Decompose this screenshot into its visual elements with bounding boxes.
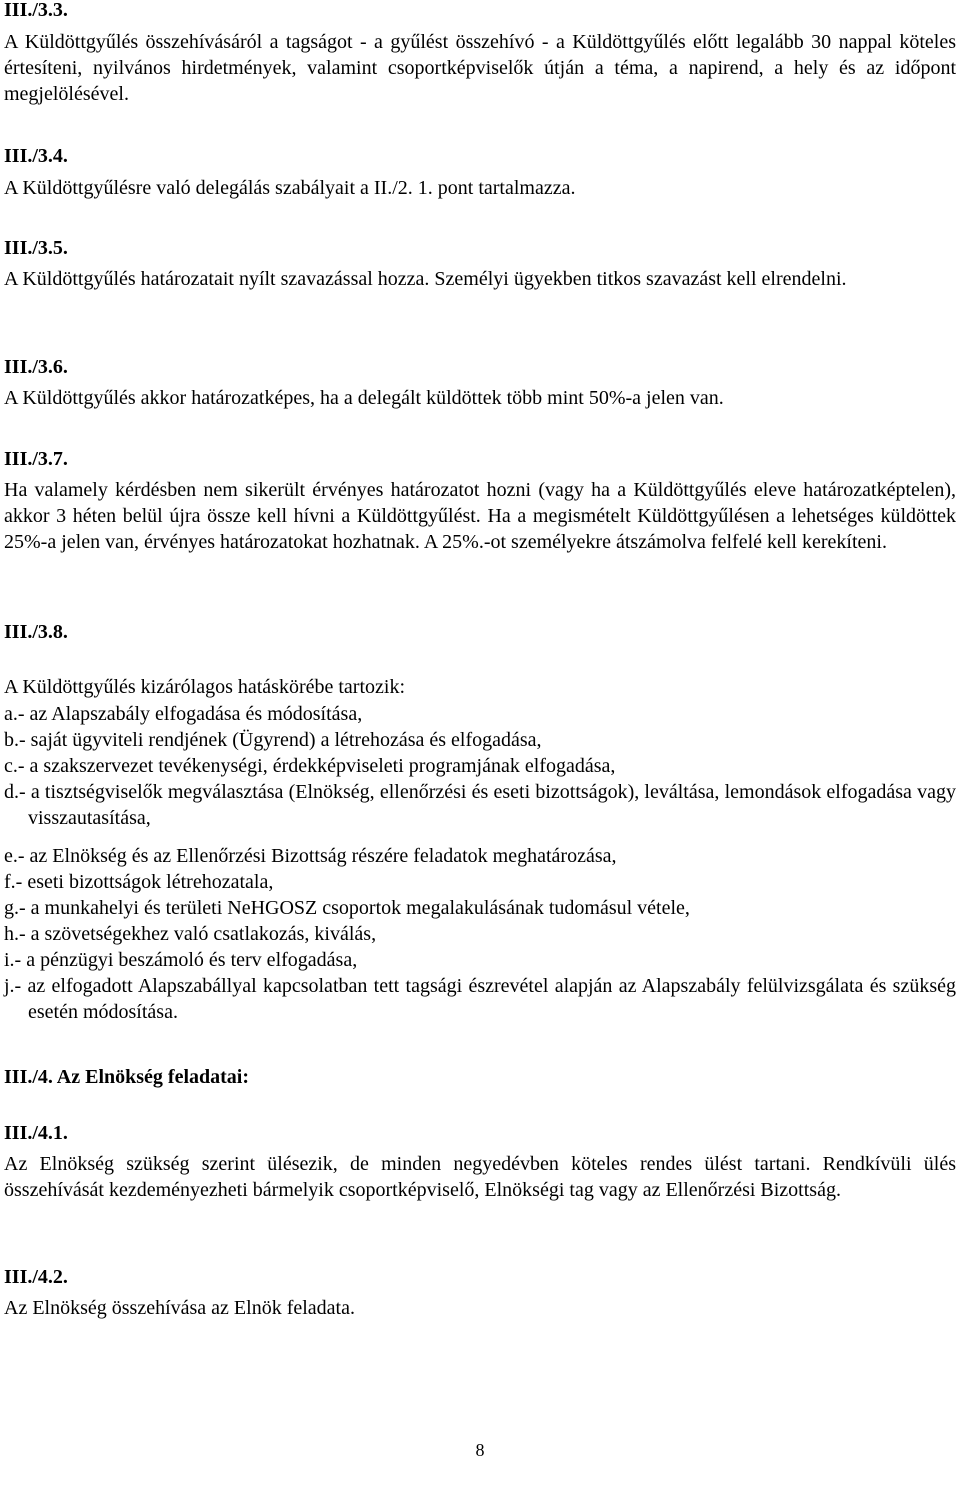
paragraph: A Küldöttgyűlés akkor határozatképes, ha a delegált küldöttek több mint 50%-a jelen van. <box>4 387 724 409</box>
paragraph: Ha valamely kérdésben nem sikerült érvényes határozatot hozni (vagy ha a Küldöttgyűlés eleve határozatképtelen), akkor 3 héten belül újra össze kell hívni a Küldöttgyűlést. Ha a megismételt Küldöttgyűlésen a lehetséges küldöttek 25%-a jelen van, érvényes határozatokat hozhatnak. A 25%.-ot személyekre átszámolva felfelé kell kerekíteni. <box>4 479 956 553</box>
list-item: e.- az Elnökség és az Ellenőrzési Bizottság részére feladatok meghatározása, <box>4 845 617 867</box>
paragraph: A Küldöttgyűlésre való delegálás szabályait a II./2. 1. pont tartalmazza. <box>4 177 576 199</box>
list-item: j.- az elfogadott Alapszabállyal kapcsolatban tett tagsági észrevétel alapján az Alapszabály felülvizsgálata és szükség esetén módosítása. <box>4 975 956 1023</box>
list-item: c.- a szakszervezet tevékenységi, érdekképviseleti programjának elfogadása, <box>4 755 616 777</box>
section-heading: III./3.3. <box>4 0 68 21</box>
section-heading: III./3.6. <box>4 356 68 378</box>
list-item: h.- a szövetségekhez való csatlakozás, kiválás, <box>4 923 377 945</box>
section-heading: III./3.5. <box>4 237 68 259</box>
section-heading: III./3.7. <box>4 448 68 470</box>
competence-list <box>4 701 956 1025</box>
section-heading: III./3.4. <box>4 145 68 167</box>
section-heading: III./3.8. <box>4 621 68 643</box>
list-item: f.- eseti bizottságok létrehozatala, <box>4 871 274 893</box>
section-heading: III./4.1. <box>4 1122 68 1144</box>
page-number: 8 <box>475 1440 485 1460</box>
list-item: d.- a tisztségviselők megválasztása (Elnökség, ellenőrzési és eseti bizottságok), leváltása, lemondások elfogadása vagy visszautasítása, <box>4 781 956 829</box>
paragraph: A Küldöttgyűlés összehívásáról a tagságot - a gyűlést összehívó - a Küldöttgyűlés előtt legalább 30 nappal köteles értesíteni, nyilvános hirdetmények, valamint csoportképviselők útján a téma, a napirend, a hely és az időpont megjelölésével. <box>4 31 956 105</box>
list-item: b.- saját ügyviteli rendjének (Ügyrend) a létrehozása és elfogadása, <box>4 729 542 751</box>
section-heading: III./4.2. <box>4 1266 68 1288</box>
paragraph: Az Elnökség összehívása az Elnök feladata. <box>4 1297 355 1319</box>
paragraph: Az Elnökség szükség szerint ülésezik, de minden negyedévben köteles rendes ülést tartani. Rendkívüli ülés összehívását kezdeményezheti bármelyik csoportképviselő, Elnökségi tag vagy az Ellenőrzési Bizottság. <box>4 1153 956 1201</box>
paragraph: A Küldöttgyűlés kizárólagos hatáskörébe tartozik: <box>4 676 406 698</box>
list-item: a.- az Alapszabály elfogadása és módosítása, <box>4 703 363 725</box>
paragraph: A Küldöttgyűlés határozatait nyílt szavazással hozza. Személyi ügyekben titkos szavazást kell elrendelni. <box>4 268 847 290</box>
chapter-heading: III./4. Az Elnökség feladatai: <box>4 1066 250 1088</box>
list-item: g.- a munkahelyi és területi NeHGOSZ csoportok megalakulásának tudomásul vétele, <box>4 897 690 919</box>
list-item: i.- a pénzügyi beszámoló és terv elfogadása, <box>4 949 358 971</box>
